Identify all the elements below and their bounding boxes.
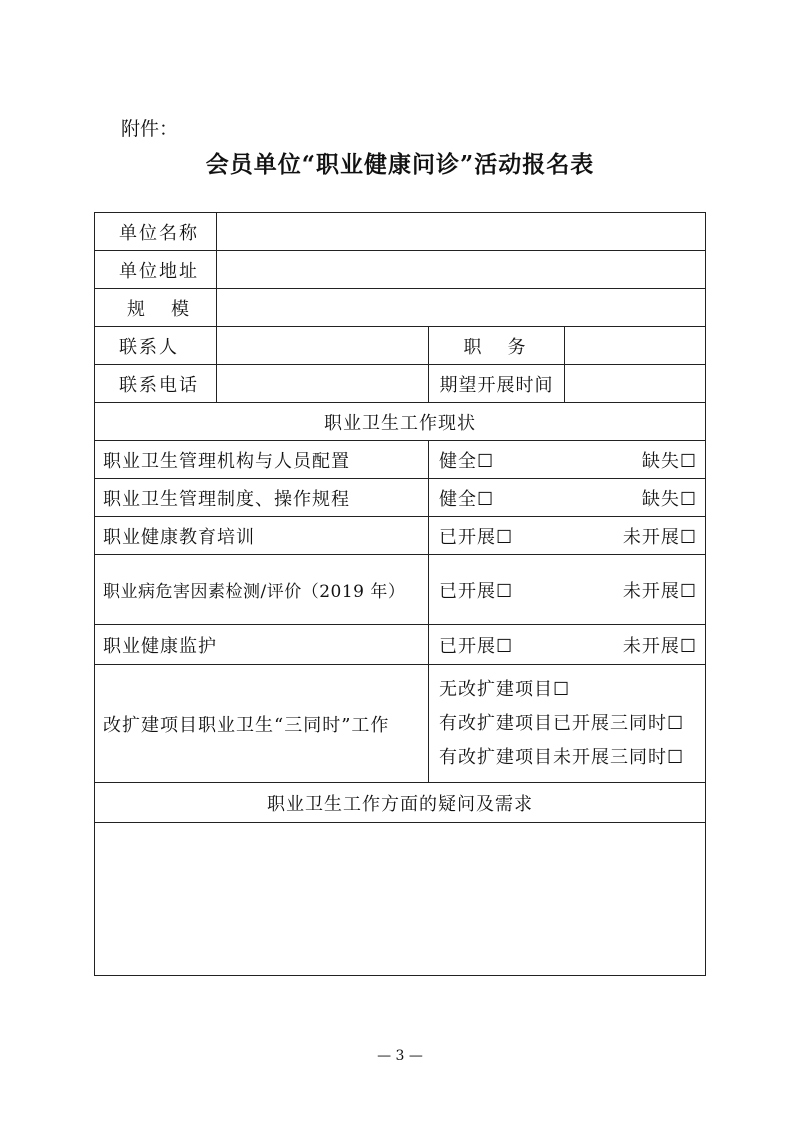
form-title: 会员单位“职业健康问诊”活动报名表 <box>205 151 595 178</box>
unit-name-row <box>95 213 705 251</box>
status-section-row <box>95 403 705 441</box>
unit-name-label: 单位名称 <box>95 213 217 250</box>
status-item-label: 职业卫生管理机构与人员配置 <box>95 441 429 478</box>
position-field[interactable] <box>565 327 705 364</box>
contact-field[interactable] <box>217 327 429 364</box>
option-checkbox[interactable]: 健全☐ <box>439 488 495 510</box>
expansion-item-label: 改扩建项目职业卫生“三同时”工作 <box>95 665 429 782</box>
phone-field[interactable] <box>217 365 429 402</box>
page-number: — 3 — <box>377 1048 423 1064</box>
phone-label: 联系电话 <box>95 365 217 402</box>
unit-name-field[interactable] <box>217 213 705 250</box>
status-section-heading: 职业卫生工作现状 <box>324 412 476 434</box>
option-checkbox[interactable]: 缺失☐ <box>641 450 697 472</box>
expansion-row <box>95 665 705 783</box>
status-item-label: 职业健康教育培训 <box>95 517 429 554</box>
questions-section-heading: 职业卫生工作方面的疑问及需求 <box>267 793 533 815</box>
scale-label: 规 模 <box>95 289 217 326</box>
status-item-label: 职业卫生管理制度、操作规程 <box>95 479 429 516</box>
contact-label: 联系人 <box>95 327 217 364</box>
registration-form-table <box>94 212 706 976</box>
expected-time-field[interactable] <box>565 365 705 402</box>
option-checkbox[interactable]: 已开展☐ <box>439 635 514 657</box>
scale-row <box>95 289 705 327</box>
unit-address-field[interactable] <box>217 251 705 288</box>
option-checkbox[interactable]: 有改扩建项目未开展三同时☐ <box>439 746 685 768</box>
status-row <box>95 625 705 665</box>
status-row <box>95 517 705 555</box>
questions-field[interactable] <box>95 823 705 975</box>
questions-section-row <box>95 783 705 823</box>
unit-address-row <box>95 251 705 289</box>
status-row <box>95 555 705 625</box>
option-checkbox[interactable]: 健全☐ <box>439 450 495 472</box>
unit-address-label: 单位地址 <box>95 251 217 288</box>
option-checkbox[interactable]: 有改扩建项目已开展三同时☐ <box>439 712 685 734</box>
expansion-options <box>429 665 705 782</box>
status-item-label: 职业病危害因素检测/评价（2019 年） <box>95 555 429 624</box>
status-row <box>95 441 705 479</box>
option-checkbox[interactable]: 未开展☐ <box>622 526 697 548</box>
attachment-label: 附件： <box>121 118 179 140</box>
expected-time-label: 期望开展时间 <box>429 365 565 402</box>
contact-row <box>95 327 705 365</box>
status-row <box>95 479 705 517</box>
option-checkbox[interactable]: 已开展☐ <box>439 526 514 548</box>
scale-field[interactable] <box>217 289 705 326</box>
option-checkbox[interactable]: 未开展☐ <box>622 635 697 657</box>
status-item-label: 职业健康监护 <box>95 625 429 664</box>
position-label: 职 务 <box>429 327 565 364</box>
phone-row <box>95 365 705 403</box>
option-checkbox[interactable]: 未开展☐ <box>622 580 697 602</box>
option-checkbox[interactable]: 缺失☐ <box>641 488 697 510</box>
option-checkbox[interactable]: 无改扩建项目☐ <box>439 678 571 700</box>
option-checkbox[interactable]: 已开展☐ <box>439 580 514 602</box>
